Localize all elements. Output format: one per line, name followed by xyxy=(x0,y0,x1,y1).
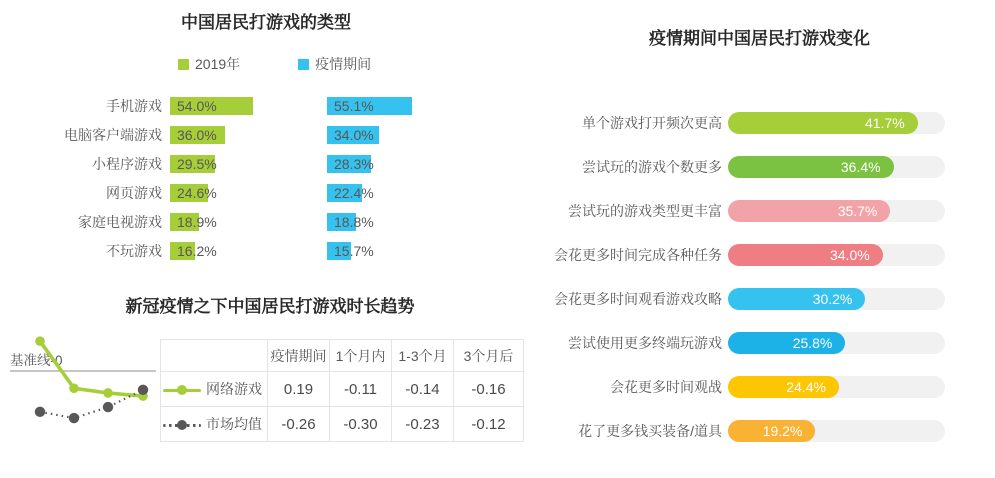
bar-value-label: 28.3% xyxy=(334,156,374,172)
pandemic-changes-chart xyxy=(532,12,987,439)
series-point-1 xyxy=(69,413,79,423)
trend-chart xyxy=(0,296,540,476)
game-type-label: 电脑客户端游戏 xyxy=(64,127,162,143)
series-point-0 xyxy=(103,388,113,398)
change-label: 会花更多时间完成各种任务 xyxy=(554,247,722,263)
change-bar-track xyxy=(728,244,945,266)
bar-value-label: 55.1% xyxy=(334,98,374,114)
bar-pandemic xyxy=(327,126,379,144)
bar-value-label: 34.0% xyxy=(334,127,374,143)
change-label: 尝试使用更多终端玩游戏 xyxy=(568,335,722,351)
bar-2019 xyxy=(170,242,217,260)
game-types-rows xyxy=(10,97,522,260)
game-type-row xyxy=(10,184,522,202)
change-bar-track xyxy=(728,200,945,222)
change-row xyxy=(532,420,987,442)
change-bar xyxy=(728,332,845,354)
change-bar-value: 36.4% xyxy=(840,159,881,175)
bar-zone-2019 xyxy=(170,97,327,115)
change-bar-value: 19.2% xyxy=(762,423,803,439)
change-label: 花了更多钱买装备/道具 xyxy=(578,423,722,439)
trend-plot xyxy=(0,326,160,476)
change-label: 会花更多时间观看游戏攻略 xyxy=(554,291,722,307)
game-types-legend xyxy=(10,54,522,74)
dotted-line-swatch-icon xyxy=(163,420,201,431)
game-type-row xyxy=(10,242,522,260)
legend-item-pandemic xyxy=(298,54,371,74)
bar-pandemic xyxy=(327,155,374,173)
legend-swatch-pandemic-icon xyxy=(298,59,309,70)
bar-zone-pandemic xyxy=(327,126,522,144)
bar-zone-pandemic xyxy=(327,155,522,173)
trend-table-row-market-average xyxy=(161,407,524,442)
series-point-1 xyxy=(35,407,45,417)
trend-table-header-row xyxy=(161,340,524,372)
change-bar-value: 41.7% xyxy=(864,115,905,131)
change-row xyxy=(532,156,987,178)
table-value: -0.14 xyxy=(392,372,454,407)
table-value: -0.12 xyxy=(454,407,524,442)
game-type-label: 小程序游戏 xyxy=(92,156,162,172)
game-type-label: 家庭电视游戏 xyxy=(78,214,162,230)
bar-value-label: 24.6% xyxy=(177,185,217,201)
pandemic-changes-title: 疫情期间中国居民打游戏变化 xyxy=(649,29,870,48)
column-header: 1个月内 xyxy=(330,340,392,372)
legend-label-pandemic: 疫情期间 xyxy=(315,56,372,72)
change-row xyxy=(532,376,987,398)
change-bar-track xyxy=(728,332,945,354)
legend-label-2019: 2019年 xyxy=(195,56,241,72)
series-point-0 xyxy=(35,336,45,346)
bar-zone-pandemic xyxy=(327,213,522,231)
bar-value-label: 18.8% xyxy=(334,214,374,230)
trend-table-corner-cell xyxy=(161,340,268,372)
trend-title: 新冠疫情之下中国居民打游戏时长趋势 xyxy=(125,297,415,316)
change-bar xyxy=(728,200,890,222)
table-value: -0.26 xyxy=(268,407,330,442)
table-value: 0.19 xyxy=(268,372,330,407)
trend-table xyxy=(160,339,524,442)
column-header: 疫情期间 xyxy=(268,340,330,372)
game-type-row xyxy=(10,155,522,173)
series-legend-cell xyxy=(161,372,268,407)
bar-value-label: 29.5% xyxy=(177,156,217,172)
series-point-1 xyxy=(138,385,148,395)
solid-line-swatch-icon xyxy=(163,385,201,396)
baseline-label: 基准线-0 xyxy=(10,353,63,368)
game-type-row xyxy=(10,97,522,115)
series-legend-cell xyxy=(161,407,268,442)
bar-value-label: 22.4% xyxy=(334,185,374,201)
series-point-1 xyxy=(103,402,113,412)
game-type-label: 不玩游戏 xyxy=(106,243,162,259)
column-header: 1-3个月 xyxy=(392,340,454,372)
bar-2019 xyxy=(170,213,217,231)
bar-zone-2019 xyxy=(170,213,327,231)
table-value: -0.16 xyxy=(454,372,524,407)
change-row xyxy=(532,112,987,134)
change-bar xyxy=(728,420,815,442)
change-bar xyxy=(728,288,865,310)
change-bar-value: 35.7% xyxy=(837,203,878,219)
table-value: -0.30 xyxy=(330,407,392,442)
change-bar-value: 24.4% xyxy=(786,379,826,395)
legend-swatch-2019-icon xyxy=(178,59,189,70)
column-header: 3个月后 xyxy=(454,340,524,372)
game-types-chart xyxy=(10,12,522,271)
change-bar-track xyxy=(728,376,945,398)
bar-zone-2019 xyxy=(170,242,327,260)
bar-2019 xyxy=(170,97,253,115)
change-label: 会花更多时间观战 xyxy=(610,379,722,395)
change-bar xyxy=(728,376,839,398)
bar-zone-pandemic xyxy=(327,184,522,202)
change-row xyxy=(532,332,987,354)
trend-line-plot xyxy=(0,326,160,476)
bar-2019 xyxy=(170,155,215,173)
game-type-label: 手机游戏 xyxy=(106,98,162,114)
series-point-0 xyxy=(69,383,79,393)
bar-value-label: 18.9% xyxy=(177,214,217,230)
change-label: 尝试玩的游戏类型更丰富 xyxy=(568,203,722,219)
bar-value-label: 36.0% xyxy=(177,127,217,143)
series-name: 网络游戏 xyxy=(206,381,262,397)
bar-pandemic xyxy=(327,97,412,115)
change-bar xyxy=(728,244,883,266)
bar-zone-2019 xyxy=(170,155,327,173)
bar-value-label: 16.2% xyxy=(177,243,217,259)
change-bar xyxy=(728,156,894,178)
change-bar xyxy=(728,112,918,134)
bar-zone-2019 xyxy=(170,126,327,144)
change-bar-track xyxy=(728,288,945,310)
trend-table-row-online-games xyxy=(161,372,524,407)
series-line-0 xyxy=(40,341,143,396)
change-bar-value: 30.2% xyxy=(812,291,853,307)
bar-2019 xyxy=(170,184,217,202)
change-bar-track xyxy=(728,156,945,178)
pandemic-changes-rows xyxy=(532,112,987,464)
game-type-row xyxy=(10,126,522,144)
series-name: 市场均值 xyxy=(206,416,262,432)
bar-2019 xyxy=(170,126,225,144)
bar-zone-pandemic xyxy=(327,242,522,260)
bar-pandemic xyxy=(327,213,374,231)
bar-value-label: 15.7% xyxy=(334,243,374,259)
change-label: 尝试玩的游戏个数更多 xyxy=(582,159,722,175)
bar-pandemic xyxy=(327,184,374,202)
bar-zone-pandemic xyxy=(327,97,522,115)
change-row xyxy=(532,244,987,266)
change-bar-track xyxy=(728,420,945,442)
bar-zone-2019 xyxy=(170,184,327,202)
game-type-row xyxy=(10,213,522,231)
change-bar-track xyxy=(728,112,945,134)
change-row xyxy=(532,288,987,310)
change-row xyxy=(532,200,987,222)
trend-content xyxy=(0,326,540,476)
change-label: 单个游戏打开频次更高 xyxy=(582,115,722,131)
change-bar-value: 34.0% xyxy=(829,247,870,263)
bar-pandemic xyxy=(327,242,374,260)
bar-value-label: 54.0% xyxy=(177,98,217,114)
game-types-title: 中国居民打游戏的类型 xyxy=(181,13,351,32)
table-value: -0.11 xyxy=(330,372,392,407)
legend-item-2019 xyxy=(178,54,240,74)
game-type-label: 网页游戏 xyxy=(106,185,162,201)
change-bar-value: 25.8% xyxy=(792,335,833,351)
table-value: -0.23 xyxy=(392,407,454,442)
